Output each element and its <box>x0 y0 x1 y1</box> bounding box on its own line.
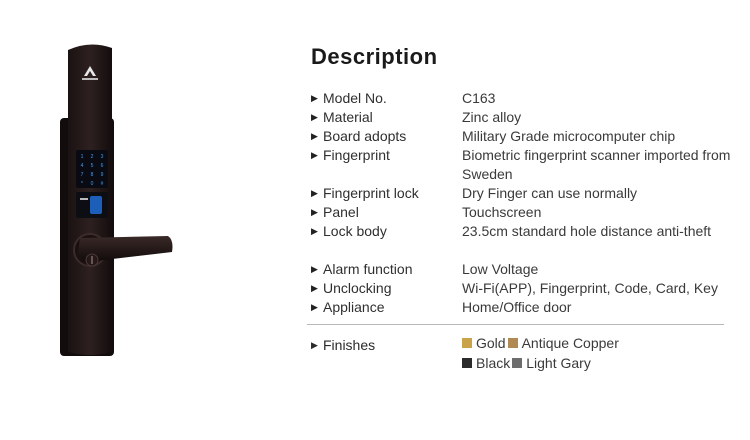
spec-key: Lock body <box>323 223 387 239</box>
swatch-label: Antique Copper <box>521 335 619 351</box>
bullet-icon: ▶ <box>311 264 318 274</box>
light-gary-swatch-icon <box>512 358 522 368</box>
finish-swatches <box>462 333 722 373</box>
spec-key: Appliance <box>323 299 385 315</box>
spec-value: Zinc alloy <box>462 109 522 125</box>
spec-key: Model No. <box>323 90 387 106</box>
keypad-key: 4 <box>80 163 84 169</box>
spec-value: Dry Finger can use normally <box>462 185 638 201</box>
spec-key: Material <box>323 109 373 125</box>
fingerprint-sensor <box>90 196 102 214</box>
swatch-label: Light Gary <box>526 355 591 371</box>
swatch-row <box>462 333 722 353</box>
bullet-icon: ▶ <box>311 283 318 293</box>
gold-swatch-icon <box>462 338 472 348</box>
spec-key: Fingerprint <box>323 147 390 163</box>
spec-key: Fingerprint lock <box>323 185 419 201</box>
spec-value: Touchscreen <box>462 204 542 220</box>
bullet-icon: ▶ <box>311 340 318 350</box>
page-title: Description <box>311 44 438 69</box>
keypad-key: 2 <box>90 154 94 160</box>
spec-value: Wi-Fi(APP), Fingerprint, Code, Card, Key <box>462 280 718 296</box>
swatch-label: Black <box>476 355 511 371</box>
keypad-key: 3 <box>100 154 104 160</box>
swatch-row <box>462 353 722 373</box>
keypad-key: 7 <box>80 172 84 178</box>
spec-key: Unclocking <box>323 280 392 296</box>
spec-value: Low Voltage <box>462 261 539 277</box>
keypad-key: 8 <box>90 172 94 178</box>
spec-key: Board adopts <box>323 128 407 144</box>
spec-value: C163 <box>462 90 496 106</box>
divider <box>307 324 724 325</box>
spec-value: 23.5cm standard hole distance anti-theft <box>462 223 712 239</box>
bullet-icon: ▶ <box>311 112 318 122</box>
antique-copper-swatch-icon <box>508 338 518 348</box>
keypad-key: # <box>100 181 104 187</box>
bullet-icon: ▶ <box>311 93 318 103</box>
keypad-key: 1 <box>80 154 84 160</box>
smart-lock-product-image <box>40 40 200 370</box>
bullet-icon: ▶ <box>311 188 318 198</box>
swatch-label: Gold <box>476 335 506 351</box>
keypad-key: 9 <box>100 172 104 178</box>
bullet-icon: ▶ <box>311 302 318 312</box>
keypad-key: 5 <box>90 163 94 169</box>
keypad-key: 0 <box>90 181 94 187</box>
bullet-icon: ▶ <box>311 150 318 160</box>
spec-value: Biometric fingerprint scanner imported from Sweden <box>462 147 731 182</box>
bullet-icon: ▶ <box>311 226 318 236</box>
bullet-icon: ▶ <box>311 207 318 217</box>
spec-key: Panel <box>323 204 359 220</box>
finishes-label: Finishes <box>323 337 376 353</box>
spec-value: Military Grade microcomputer chip <box>462 128 676 144</box>
bullet-icon: ▶ <box>311 131 318 141</box>
keypad-key: 6 <box>100 163 104 169</box>
black-swatch-icon <box>462 358 472 368</box>
spec-key: Alarm function <box>323 261 413 277</box>
spec-value: Home/Office door <box>462 299 572 315</box>
keypad-key: * <box>81 181 83 187</box>
